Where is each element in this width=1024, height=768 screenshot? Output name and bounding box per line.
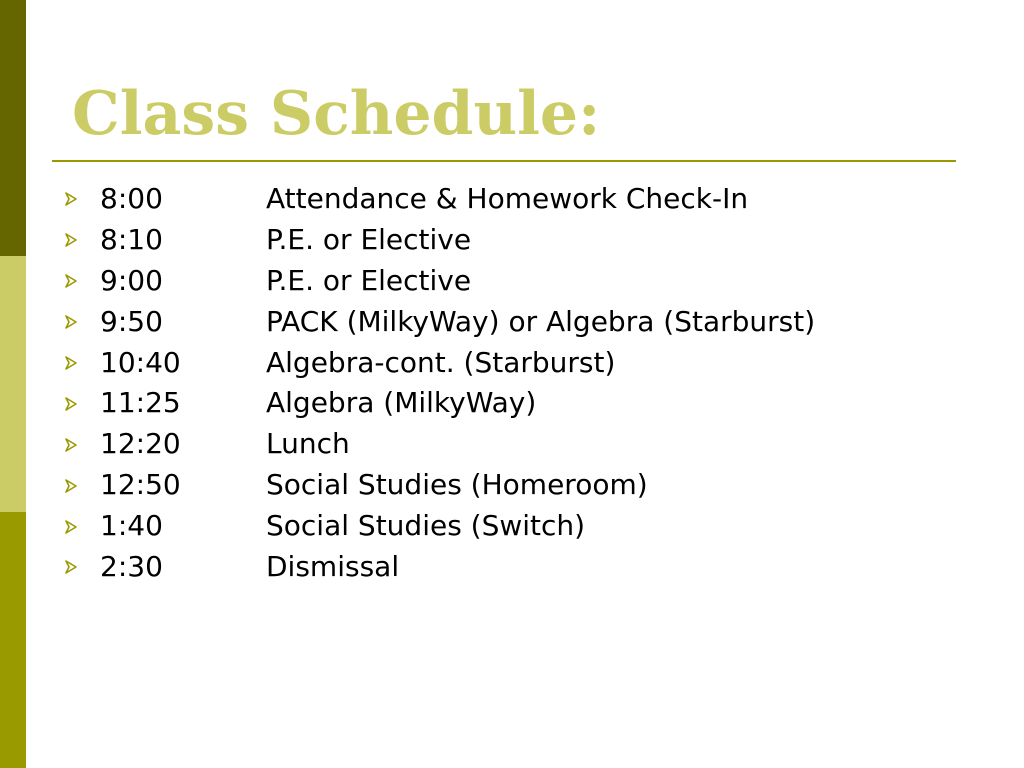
schedule-time: 9:50 xyxy=(100,304,163,338)
slide-title: Class Schedule: xyxy=(72,79,601,149)
arrow-bullet-icon xyxy=(62,224,100,254)
arrow-bullet-icon xyxy=(62,470,100,500)
schedule-row xyxy=(62,219,815,260)
schedule-activity: P.E. or Elective xyxy=(266,222,472,256)
schedule-row xyxy=(62,464,815,505)
schedule-activity: Attendance & Homework Check-In xyxy=(266,181,749,215)
arrow-bullet-icon xyxy=(62,388,100,418)
schedule-activity: PACK (MilkyWay) or Algebra (Starburst) xyxy=(266,304,816,338)
arrow-bullet-icon xyxy=(62,183,100,213)
schedule-activity: Lunch xyxy=(266,427,350,461)
side-bar-top xyxy=(0,0,26,256)
schedule-time: 10:40 xyxy=(100,345,181,379)
arrow-bullet-icon xyxy=(62,306,100,336)
arrow-bullet-icon xyxy=(62,551,100,581)
arrow-bullet-icon xyxy=(62,347,100,377)
side-bar-middle xyxy=(0,256,26,512)
arrow-bullet-icon xyxy=(62,265,100,295)
schedule-list xyxy=(62,178,815,587)
title-divider xyxy=(52,160,956,162)
arrow-bullet-icon xyxy=(62,429,100,459)
schedule-activity: Algebra (MilkyWay) xyxy=(266,386,537,420)
schedule-row xyxy=(62,546,815,587)
schedule-row xyxy=(62,342,815,383)
schedule-time: 1:40 xyxy=(100,509,163,543)
schedule-activity: Social Studies (Homeroom) xyxy=(266,468,648,502)
schedule-time: 2:30 xyxy=(100,549,163,583)
schedule-time: 12:20 xyxy=(100,427,181,461)
schedule-row xyxy=(62,382,815,423)
schedule-row xyxy=(62,505,815,546)
schedule-activity: Algebra-cont. (Starburst) xyxy=(266,345,616,379)
schedule-time: 8:10 xyxy=(100,222,163,256)
schedule-activity: P.E. or Elective xyxy=(266,263,472,297)
schedule-activity: Social Studies (Switch) xyxy=(266,509,586,543)
arrow-bullet-icon xyxy=(62,511,100,541)
schedule-row xyxy=(62,301,815,342)
schedule-activity: Dismissal xyxy=(266,549,400,583)
schedule-time: 8:00 xyxy=(100,181,163,215)
schedule-time: 12:50 xyxy=(100,468,181,502)
side-bar-bottom xyxy=(0,512,26,768)
schedule-time: 11:25 xyxy=(100,386,181,420)
schedule-row xyxy=(62,178,815,219)
schedule-row xyxy=(62,423,815,464)
schedule-row xyxy=(62,260,815,301)
schedule-time: 9:00 xyxy=(100,263,163,297)
